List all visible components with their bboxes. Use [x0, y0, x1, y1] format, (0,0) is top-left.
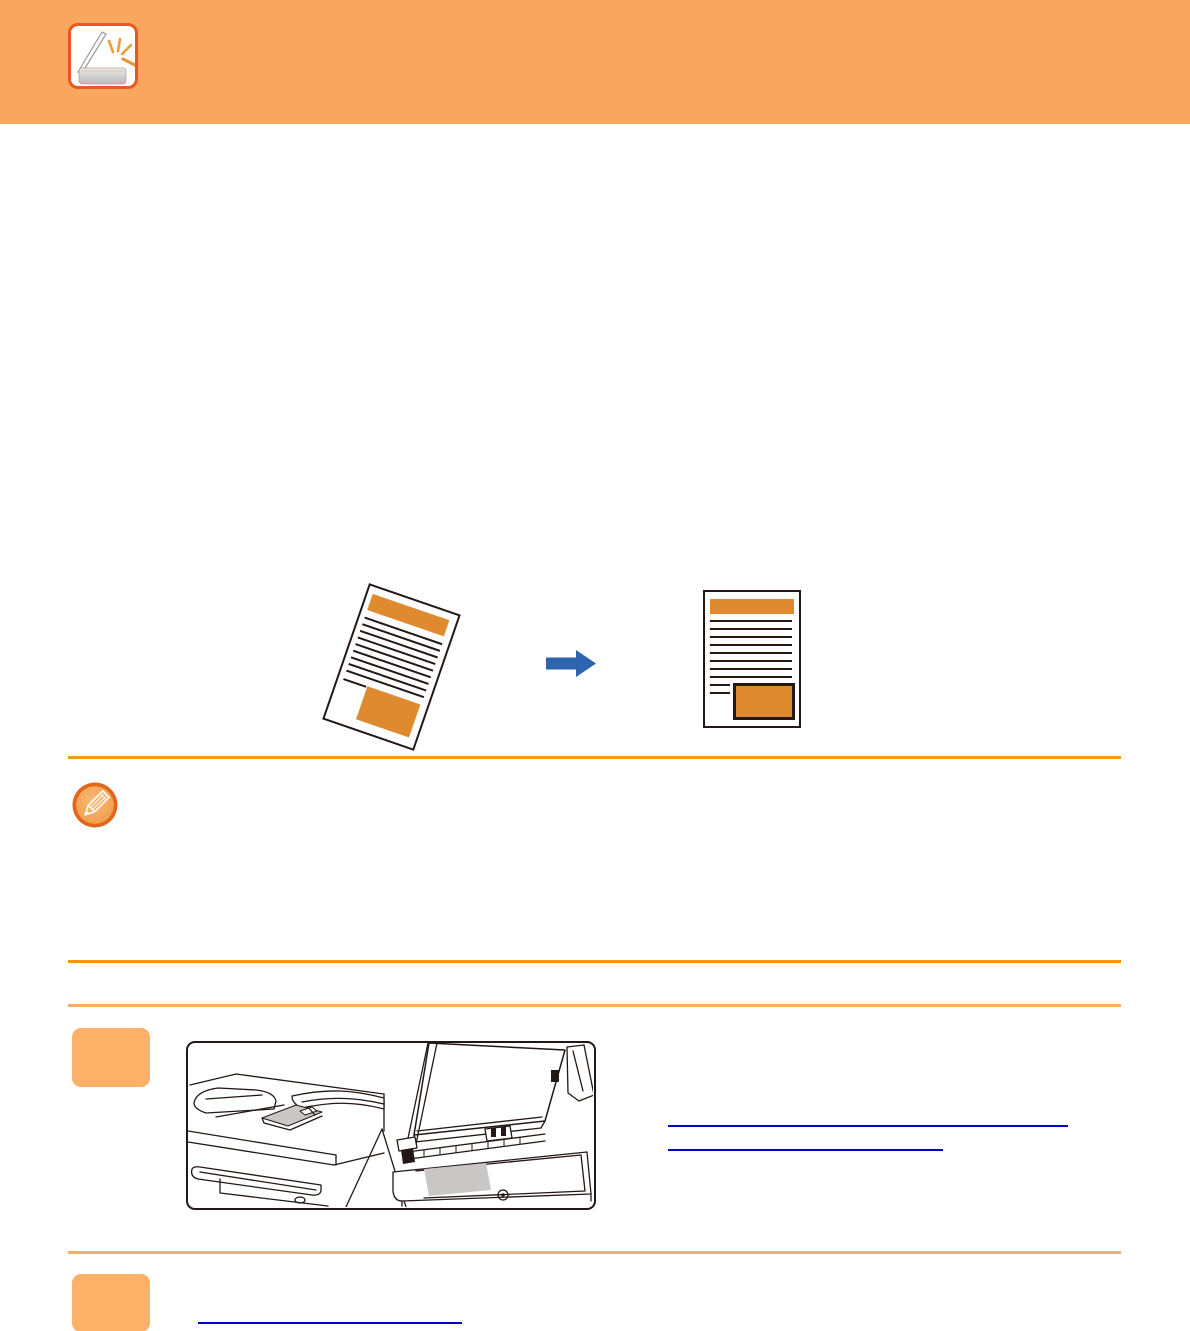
scanner-icon	[68, 23, 138, 89]
doc-text-line	[710, 676, 792, 678]
tilted-original-illustration	[322, 583, 461, 751]
step-2-reference-link[interactable]	[198, 1322, 462, 1324]
doc-text-line	[710, 620, 792, 622]
pencil-note-icon	[72, 782, 118, 828]
doc-text-line	[710, 636, 792, 638]
separator-rule	[68, 756, 1121, 759]
mfp-placement-figure	[186, 1041, 596, 1210]
step-1-number-box	[72, 1028, 150, 1087]
scanner-icon-art	[71, 26, 135, 86]
separator-rule	[68, 960, 1121, 963]
separator-rule	[68, 1004, 1121, 1007]
mfp-line-art	[188, 1043, 593, 1207]
doc-text-lines	[710, 620, 792, 684]
doc-text-line	[710, 660, 792, 662]
straight-scan-illustration	[703, 590, 801, 728]
step-1-reference-link-2[interactable]	[668, 1149, 943, 1151]
doc-text-line	[710, 668, 792, 670]
doc-image-block	[733, 683, 795, 720]
page-header	[0, 0, 1190, 124]
separator-rule	[68, 1251, 1121, 1254]
doc-text-line	[710, 652, 792, 654]
step-1-reference-link[interactable]	[668, 1125, 1068, 1127]
doc-short-line	[710, 692, 730, 694]
doc-text-line	[710, 628, 792, 630]
doc-text-line	[710, 644, 792, 646]
doc-short-line	[710, 684, 730, 686]
right-arrow-icon	[546, 650, 596, 677]
step-2-number-box	[72, 1274, 150, 1331]
doc-title-block	[710, 599, 794, 614]
